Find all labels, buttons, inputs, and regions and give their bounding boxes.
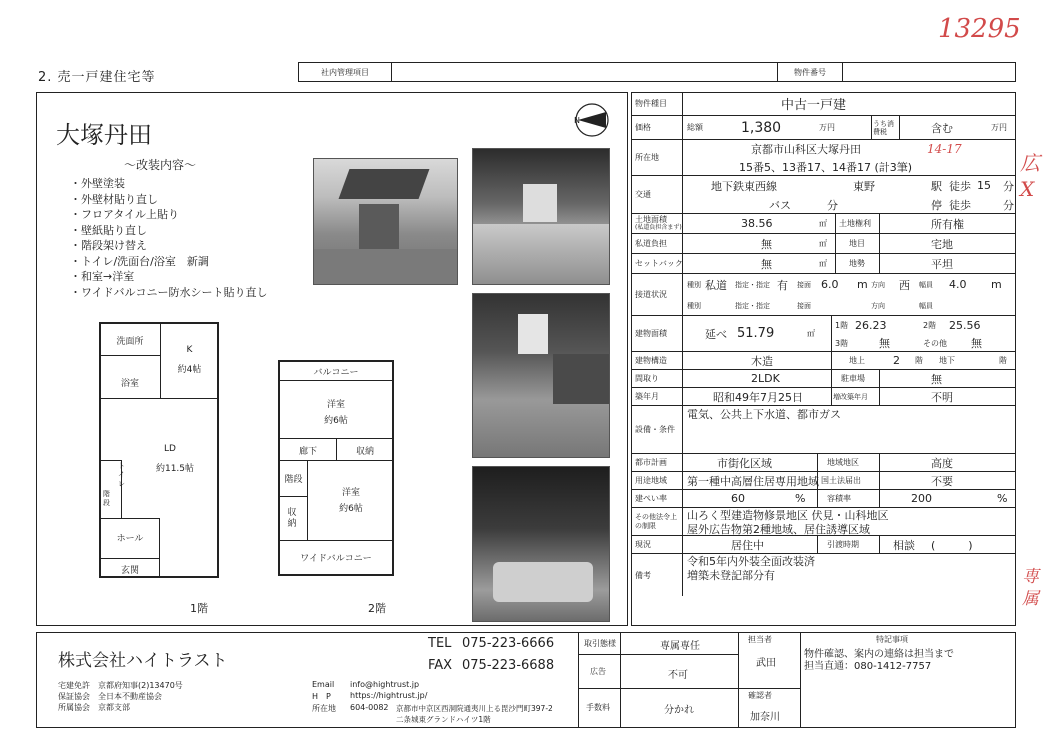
land-category: 宅地	[931, 237, 953, 251]
far: 200	[911, 492, 932, 505]
other-area: 無	[971, 337, 982, 350]
handover-label: 引渡時期	[827, 540, 859, 549]
confirm-label: 確認者	[748, 691, 772, 700]
price-total-label: 総額	[687, 123, 703, 132]
price-unit: 万円	[819, 123, 835, 132]
land-right-label: 土地権利	[839, 219, 871, 228]
fax-label: FAX	[428, 658, 453, 673]
bcr-unit: %	[795, 492, 806, 505]
staff-label: 担当者	[748, 635, 772, 644]
ad-allowed: 不可	[668, 670, 688, 681]
renovation-item: ・和室→洋室	[70, 270, 135, 283]
tel-number: 075-223-6666	[462, 636, 555, 651]
room-western-2-size: 約6帖	[339, 504, 363, 514]
room-western-1: 洋室	[326, 400, 345, 410]
address-handwritten: 14-17	[927, 142, 962, 156]
spec-table	[631, 92, 1016, 596]
structure-label: 建物構造	[631, 352, 683, 369]
floor1-area: 26.23	[855, 318, 887, 332]
land-right: 所有権	[931, 217, 964, 231]
fax-number: 075-223-6688	[462, 658, 555, 673]
remarks-2: 増築未登記部分有	[687, 569, 775, 582]
terrain-label: 地勢	[849, 259, 865, 268]
land-area-sub: (私道負担含まず)	[635, 223, 682, 231]
assoc: 京都支部	[98, 703, 130, 712]
hp-label: H P	[312, 692, 331, 701]
extension: 不明	[931, 390, 953, 404]
land-area-label: 土地面積	[635, 214, 667, 224]
floor3-area-label: 3階	[835, 338, 849, 348]
land-law: 不要	[931, 474, 953, 488]
direction: 西	[899, 278, 910, 292]
building-area-label: 建物面積	[631, 316, 683, 351]
land-category-label: 地目	[849, 239, 865, 248]
land-law-label: 国土法届出	[821, 476, 861, 485]
parking: 無	[931, 372, 942, 386]
staff: 武田	[756, 658, 776, 669]
setback: 無	[761, 257, 772, 271]
property-type: 中古一戸建	[781, 98, 847, 113]
bus-walk-label: 徒歩	[949, 198, 971, 212]
far-label: 容積率	[827, 494, 851, 503]
private-road-label: 私道負担	[631, 234, 683, 253]
room-western-1-size: 約6帖	[324, 416, 348, 426]
living-room-photo	[472, 148, 610, 285]
above-label: 地上	[849, 356, 865, 365]
district: 高度	[931, 456, 953, 470]
walk-label: 徒歩	[949, 179, 971, 193]
email-label: Email	[312, 680, 335, 689]
parking-label: 駐車場	[841, 374, 865, 383]
renovation-item: ・階段架け替え	[70, 239, 147, 252]
assoc-label: 所属協会	[58, 703, 90, 712]
setback-unit: ㎡	[819, 259, 827, 268]
side-note-handwritten: 広X	[1020, 151, 1040, 201]
section-title: 2. 売一戸建住宅等	[38, 70, 156, 85]
private-road: 無	[761, 237, 772, 251]
road-label: 接道状況	[631, 274, 683, 315]
district-label: 地域地区	[827, 458, 859, 467]
remarks-label: 備考	[631, 554, 683, 596]
train-line: 地下鉄東西線	[711, 179, 777, 193]
road-kind-label: 種別	[687, 280, 701, 289]
address-line1: 京都市山科区大塚丹田	[751, 143, 861, 156]
tax-label: うち消費税	[873, 119, 894, 136]
room-wide-balcony: ワイドバルコニー	[300, 554, 372, 564]
deal-label: 取引態様	[584, 639, 616, 648]
far-unit: %	[997, 492, 1008, 505]
tax-unit: 万円	[991, 123, 1007, 132]
below-label: 地下	[939, 356, 955, 365]
above-unit: 階	[915, 356, 923, 365]
other-limit-label: その他法令上の制限	[631, 508, 683, 535]
room-ld: LD	[164, 444, 176, 454]
zoning-label: 用途地域	[631, 472, 683, 489]
room-bath: 浴室	[120, 379, 139, 389]
facilities-label: 設備・条件	[631, 406, 683, 453]
room-corridor: 廊下	[298, 447, 317, 457]
frontage-label-2: 幅員	[919, 301, 933, 310]
floor1-label: 1階	[190, 602, 208, 615]
license: 京都府知事(2)13470号	[98, 681, 183, 690]
designation-value: 有	[777, 278, 788, 292]
room-stairs-1f: 階段	[103, 490, 110, 507]
renovation-item: ・外壁材貼り直し	[70, 192, 158, 206]
address-line2: 15番5、13番17、14番17 (計3筆)	[739, 161, 913, 174]
doc-number-handwritten: 13295	[938, 14, 1021, 44]
company-address-2: 二条城東グランドハイツ1階	[396, 715, 491, 724]
price-value: 1,380	[741, 119, 782, 136]
bathroom-photo	[472, 466, 610, 622]
room-balcony: バルコニー	[313, 368, 359, 378]
extension-label: 増改築年月	[833, 392, 868, 401]
frontage-unit: m	[991, 278, 1002, 291]
address-label-footer: 所在地	[312, 704, 336, 713]
internal-item-label: 社内管理項目	[299, 63, 392, 81]
email[interactable]: info@hightrust.jp	[350, 680, 420, 689]
renovation-item: ・外壁塗装	[70, 177, 125, 190]
walk-minutes: 15	[977, 179, 991, 192]
notes-2: 担当直通：080-1412-7757	[804, 661, 932, 672]
renovation-item: ・トイレ/洗面台/浴室 新調	[70, 254, 209, 268]
station: 東野	[853, 179, 875, 193]
room-kitchen-size: 約4帖	[177, 365, 202, 375]
facilities: 電気、公共上下水道、都市ガス	[687, 408, 841, 421]
bus-walk-unit: 分	[1003, 198, 1014, 212]
room-entrance: 玄関	[120, 566, 139, 576]
road-kind-label-2: 種別	[687, 301, 701, 310]
bus-stop-label: 停	[931, 198, 942, 212]
other-area-label: その他	[923, 338, 947, 348]
zoning: 第一種中高層住居専用地域	[687, 474, 819, 488]
room-kitchen: K	[186, 345, 193, 355]
bus-minute-unit: 分	[827, 198, 838, 212]
direction-label-2: 方向	[871, 301, 885, 310]
frontage: 4.0	[949, 278, 967, 291]
postal-code: 604-0082	[350, 703, 389, 712]
room-washroom: 洗面所	[116, 337, 144, 347]
building-area: 51.79	[737, 326, 775, 341]
structure: 木造	[751, 354, 773, 368]
road-width-label: 接面	[797, 280, 811, 289]
floor2-label: 2階	[368, 602, 386, 615]
above-floors: 2	[893, 354, 900, 367]
address-label: 所在地	[631, 140, 683, 175]
company-name: 株式会社ハイトラスト	[58, 651, 228, 671]
renovation-item: ・ワイドバルコニー防水シート貼り直し	[70, 285, 268, 299]
floor1-area-label: 1階	[835, 320, 849, 330]
station-suffix: 駅	[931, 179, 942, 193]
guarantee-label: 保証協会	[58, 692, 90, 701]
road-width: 6.0	[821, 278, 839, 291]
tax-value: 含む	[931, 121, 953, 135]
current-status: 居住中	[731, 538, 764, 552]
layout-label: 間取り	[631, 370, 683, 387]
guarantee: 全日本不動産協会	[98, 692, 162, 701]
company-address: 京都市中京区西洞院通夷川上る毘沙門町397-2	[396, 704, 553, 713]
layout: 2LDK	[751, 372, 780, 385]
terrain: 平坦	[931, 257, 953, 271]
land-area-unit: ㎡	[819, 219, 827, 228]
area-name: 大塚丹田	[56, 121, 152, 149]
header-management-bar	[298, 62, 1016, 82]
floorplan-2f	[278, 360, 394, 576]
fee: 分かれ	[664, 705, 694, 716]
floor2-area-label: 2階	[923, 320, 937, 330]
renovation-list	[70, 176, 267, 300]
room-hall: ホール	[116, 534, 144, 544]
other-limit-2: 屋外広告物第2種地域、居住誘導区域	[687, 523, 870, 536]
homepage-link[interactable]: https://hightrust.jp/	[350, 691, 428, 700]
handover-paren: ( )	[931, 538, 973, 552]
road-type: 私道	[705, 278, 727, 292]
type-label: 物件種目	[631, 92, 683, 115]
renovation-item: ・壁紙貼り直し	[70, 223, 147, 237]
private-road-unit: ㎡	[819, 239, 827, 248]
corridor-photo	[472, 293, 610, 458]
designation-label-2: 指定・指定	[735, 301, 770, 310]
other-limit-1: 山ろく型建造物修景地区 伏見・山科地区	[687, 509, 889, 522]
city-plan-label: 都市計画	[631, 454, 683, 471]
road-width-unit: m	[857, 278, 868, 291]
room-western-2: 洋室	[341, 488, 360, 498]
renovation-item: ・フロアタイル上貼り	[70, 208, 180, 221]
compass-label: N	[574, 116, 580, 125]
renovation-title: ～改装内容～	[124, 158, 197, 172]
land-area: 38.56	[741, 217, 773, 230]
handover: 相談	[893, 538, 915, 552]
compass-icon	[574, 102, 610, 138]
remarks-1: 令和5年内外装全面改装済	[687, 555, 815, 568]
bus-label: バス	[769, 198, 791, 212]
setback-label: セットバック	[631, 254, 683, 273]
bcr-label: 建ぺい率	[631, 490, 683, 507]
price-label: 価格	[631, 116, 683, 139]
bcr: 60	[731, 492, 745, 505]
deal-type: 専属専任	[660, 641, 700, 652]
room-ld-size: 約11.5帖	[155, 464, 195, 474]
below-unit: 階	[999, 356, 1007, 365]
road-width-label-2: 接面	[797, 301, 811, 310]
building-total-label: 延べ	[705, 327, 727, 341]
room-storage-2: 収納	[287, 508, 297, 529]
direction-label: 方向	[871, 280, 885, 289]
notes-label: 特記事項	[876, 635, 908, 644]
floor3-area: 無	[879, 337, 890, 350]
room-storage-1: 収納	[355, 447, 374, 457]
fee-label: 手数料	[586, 703, 610, 712]
confirm: 加奈川	[750, 712, 780, 723]
side-note2-handwritten: 専属	[1022, 567, 1039, 609]
transport-label: 交通	[631, 176, 683, 213]
current-label: 現況	[631, 536, 683, 553]
city-plan: 市街化区域	[717, 456, 772, 470]
ad-label: 広告	[590, 667, 606, 676]
built-label: 築年月	[631, 388, 683, 405]
building-area-unit: ㎡	[807, 329, 815, 338]
room-toilet: トイレ	[118, 462, 125, 488]
built-date: 昭和49年7月25日	[713, 390, 803, 404]
walk-minute-unit: 分	[1003, 179, 1014, 193]
designation-label: 指定・指定	[735, 280, 770, 289]
license-label: 宅建免許	[58, 681, 90, 690]
exterior-photo	[313, 158, 458, 285]
frontage-label: 幅員	[919, 280, 933, 289]
notes-1: 物件確認、案内の連絡は担当まで	[804, 649, 954, 660]
property-number-label: 物件番号	[777, 63, 843, 81]
room-stairs-2f: 階段	[284, 475, 303, 485]
floor2-area: 25.56	[949, 318, 981, 332]
tel-label: TEL	[428, 636, 452, 651]
